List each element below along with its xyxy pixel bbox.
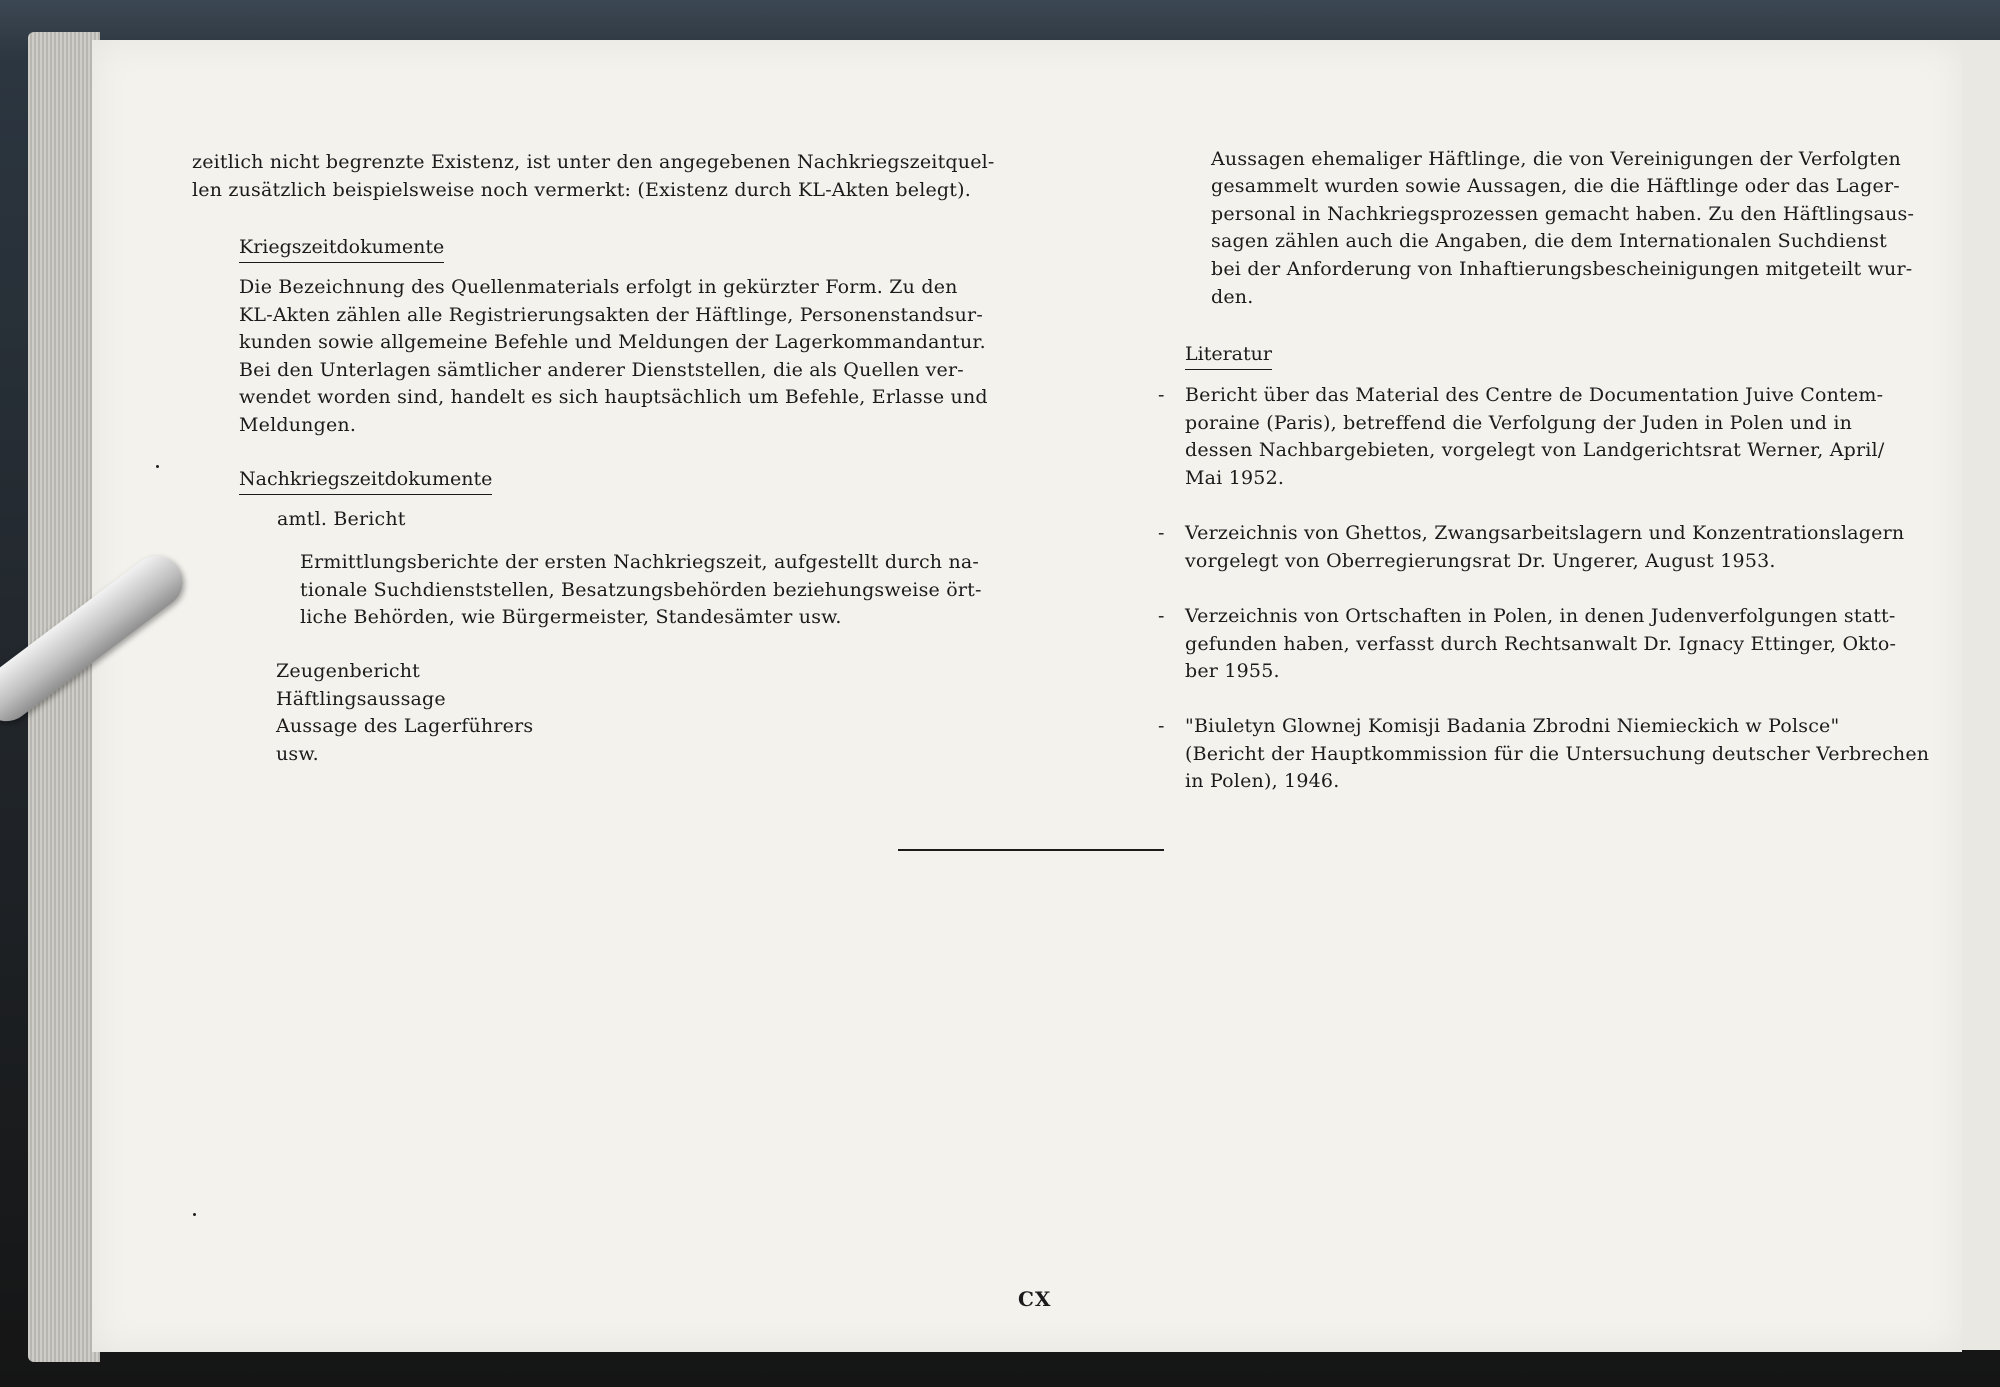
postwar-documents-heading: Nachkriegszeitdokumente [239,466,492,495]
literature-line: gefunden haben, verfasst durch Rechtsanwalt Dr. Ignacy Ettinger, Okto- [1185,633,1897,655]
intro-line: len zusätzlich beispielsweise noch vermerkt: (Existenz durch KL-Akten belegt). [192,179,971,201]
testimony-line: bei der Anforderung von Inhaftierungsbescheinigungen mitgeteilt wur- [1211,258,1913,280]
literature-bullet: - [1158,522,1165,544]
wartime-line: wendet worden sind, handelt es sich hauptsächlich um Befehle, Erlasse und [239,386,988,408]
literature-line: Verzeichnis von Ortschaften in Polen, in denen Judenverfolgungen statt- [1185,605,1896,627]
other-source-item: Zeugenbericht [276,660,421,682]
literature-heading: Literatur [1185,341,1272,370]
wartime-line: Meldungen. [239,414,357,436]
testimony-line: sagen zählen auch die Angaben, die dem Internationalen Suchdienst [1211,230,1887,252]
literature-line: poraine (Paris), betreffend die Verfolgung der Juden in Polen und in [1185,412,1853,434]
other-source-item: Aussage des Lagerführers [276,715,534,737]
page-right-edge [1960,40,2000,1350]
horizontal-rule [898,849,1164,851]
page-number: CX [1018,1287,1052,1311]
wartime-line: Bei den Unterlagen sämtlicher anderer Dienststellen, die als Quellen ver- [239,359,964,381]
literature-bullet: - [1158,384,1165,406]
literature-line: Bericht über das Material des Centre de Documentation Juive Contem- [1185,384,1884,406]
scan-speck [156,465,159,468]
official-report-line: liche Behörden, wie Bürgermeister, Standesämter usw. [300,606,842,628]
literature-line: "Biuletyn Glownej Komisji Badania Zbrodni Niemieckich w Polsce" [1185,715,1840,737]
wartime-documents-heading: Kriegszeitdokumente [239,234,444,263]
testimony-line: Aussagen ehemaliger Häftlinge, die von Vereinigungen der Verfolgten [1211,148,1901,170]
testimony-line: personal in Nachkriegsprozessen gemacht haben. Zu den Häftlingsaus- [1211,203,1915,225]
literature-line: Verzeichnis von Ghettos, Zwangsarbeitslagern und Konzentrationslagern [1185,522,1905,544]
other-source-item: Häftlingsaussage [276,688,446,710]
wartime-line: KL-Akten zählen alle Registrierungsakten der Häftlinge, Personenstandsur- [239,304,983,326]
literature-line: dessen Nachbargebieten, vorgelegt von Landgerichtsrat Werner, April/ [1185,439,1885,461]
testimony-line: gesammelt wurden sowie Aussagen, die die Häftlinge oder das Lager- [1211,175,1900,197]
scan-speck [193,1213,196,1216]
wartime-line: Die Bezeichnung des Quellenmaterials erfolgt in gekürzter Form. Zu den [239,276,958,298]
literature-bullet: - [1158,715,1165,737]
literature-line: in Polen), 1946. [1185,770,1340,792]
official-report-label: amtl. Bericht [277,508,406,530]
wartime-line: kunden sowie allgemeine Befehle und Meldungen der Lagerkommandantur. [239,331,986,353]
literature-line: ber 1955. [1185,660,1280,682]
literature-bullet: - [1158,605,1165,627]
official-report-line: tionale Suchdienststellen, Besatzungsbehörden beziehungsweise ört- [300,579,982,601]
literature-line: vorgelegt von Oberregierungsrat Dr. Ungerer, August 1953. [1185,550,1776,572]
testimony-line: den. [1211,286,1254,308]
literature-line: Mai 1952. [1185,467,1285,489]
intro-line: zeitlich nicht begrenzte Existenz, ist unter den angegebenen Nachkriegszeitquel- [192,151,995,173]
official-report-line: Ermittlungsberichte der ersten Nachkriegszeit, aufgestellt durch na- [300,551,980,573]
other-source-item: usw. [276,743,319,765]
literature-line: (Bericht der Hauptkommission für die Untersuchung deutscher Verbrechen [1185,743,1930,765]
